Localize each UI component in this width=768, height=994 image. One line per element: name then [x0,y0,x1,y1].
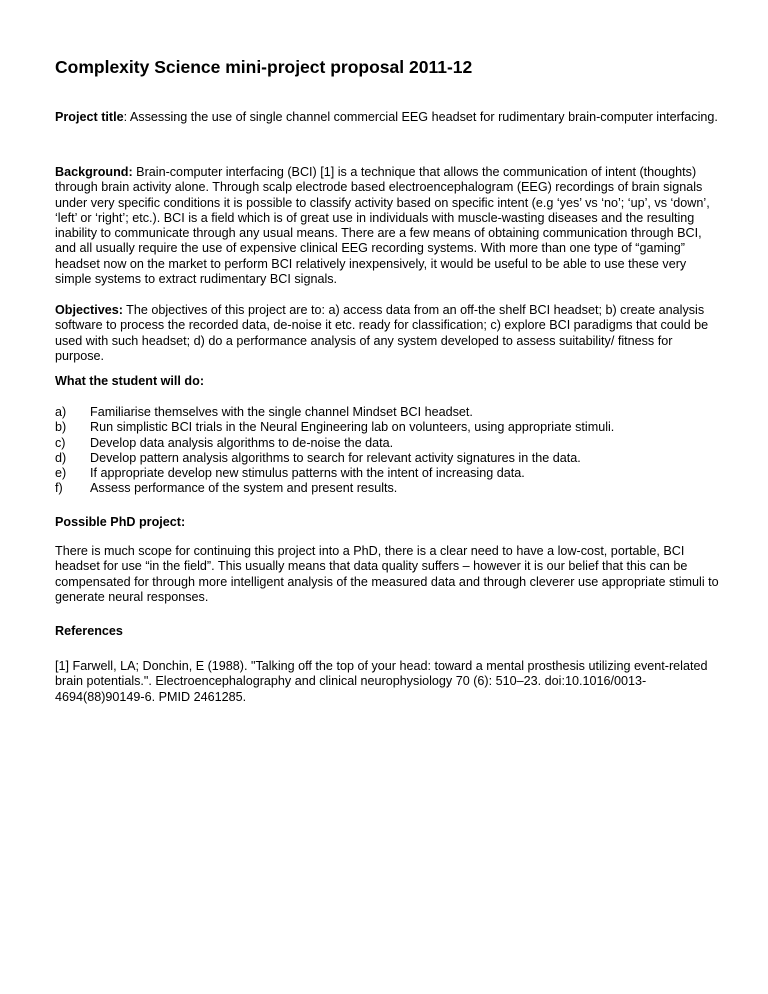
list-item-marker: f) [55,481,63,496]
student-tasks-heading: What the student will do: [55,374,205,388]
list-item-marker: e) [55,466,67,481]
document-title: Complexity Science mini-project proposal 2011-12 [55,57,473,77]
list-item-text: Assess performance of the system and present results. [90,481,398,496]
list-item [55,466,614,481]
objectives-paragraph [55,303,723,364]
project-title-label: Project title [55,110,124,124]
list-item-marker: b) [55,420,67,435]
reference-item: [1] Farwell, LA; Donchin, E (1988). "Talking off the top of your head: toward a mental prosthesis utilizing event-related brain potentials.". Electroencephalography and clinical neurophysiology 70 (6): 510–23. doi:10.1016/0013-4694(88)90149-6. PMID 2461285. [55,659,708,704]
list-item [55,481,614,496]
student-tasks-list [55,405,614,497]
references-heading: References [55,624,123,638]
list-item-text: Develop data analysis algorithms to de-noise the data. [90,435,394,450]
list-item [55,436,614,451]
background-text: Brain-computer interfacing (BCI) [1] is a technique that allows the communication of intent (thoughts) through brain activity alone. Through scalp electrode based electroencephalogram (EEG) recordings of brain signals under very specific conditions it is possible to classify activity based on specific intent (e.g ‘yes’ vs ‘no’; ‘up’, vs ‘down’, ‘left’ or ‘right’; etc.). BCI is a field which is of great use in individuals with muscle-wasting diseases and the resulting inability to communicate through any usual means. There are a few means of obtaining communication through BCI, and all usually require the use of expensive clinical EEG recording systems. With more than one type of “gaming” headset now on the market to perform BCI relatively inexpensively, it would be useful to be able to use these very simple systems to extract rudimentary BCI signals. [55,165,710,287]
list-item-marker: a) [55,405,67,419]
objectives-text: The objectives of this project are to: a) access data from an off-the shelf BCI headset; b) create analysis software to process the recorded data, de-noise it etc. ready for classification; c) explore BCI paradigms that could be used with such headset; d) do a performance analysis of any system developed to assess suitability/ fitness for purpose. [55,303,709,363]
project-title-text: : Assessing the use of single channel commercial EEG headset for rudimentary brain-computer interfacing. [123,110,718,124]
list-item-marker: c) [55,435,66,450]
phd-paragraph: There is much scope for continuing this project into a PhD, there is a clear need to have a low-cost, portable, BCI headset for use “in the field”. This usually means that data quality suffers – however it is our belief that this can be compensated for through more intelligent analysis of the measured data and through cleverer use appropriate stimuli to generate neural responses. [55,544,719,604]
list-item-text: If appropriate develop new stimulus patterns with the intent of increasing data. [90,466,525,481]
list-item [55,420,614,435]
list-item [55,451,614,466]
list-item-text: Familiarise themselves with the single channel Mindset BCI headset. [90,405,473,419]
project-title-paragraph [55,110,718,125]
list-item-marker: d) [55,450,67,465]
list-item-text: Develop pattern analysis algorithms to search for relevant activity signatures in the data. [90,450,581,465]
objectives-label: Objectives: [55,303,123,317]
list-item [55,405,614,420]
background-paragraph [55,165,723,287]
list-item-text: Run simplistic BCI trials in the Neural Engineering lab on volunteers, using appropriate stimuli. [90,420,615,435]
background-label: Background: [55,165,133,179]
phd-heading: Possible PhD project: [55,515,186,529]
